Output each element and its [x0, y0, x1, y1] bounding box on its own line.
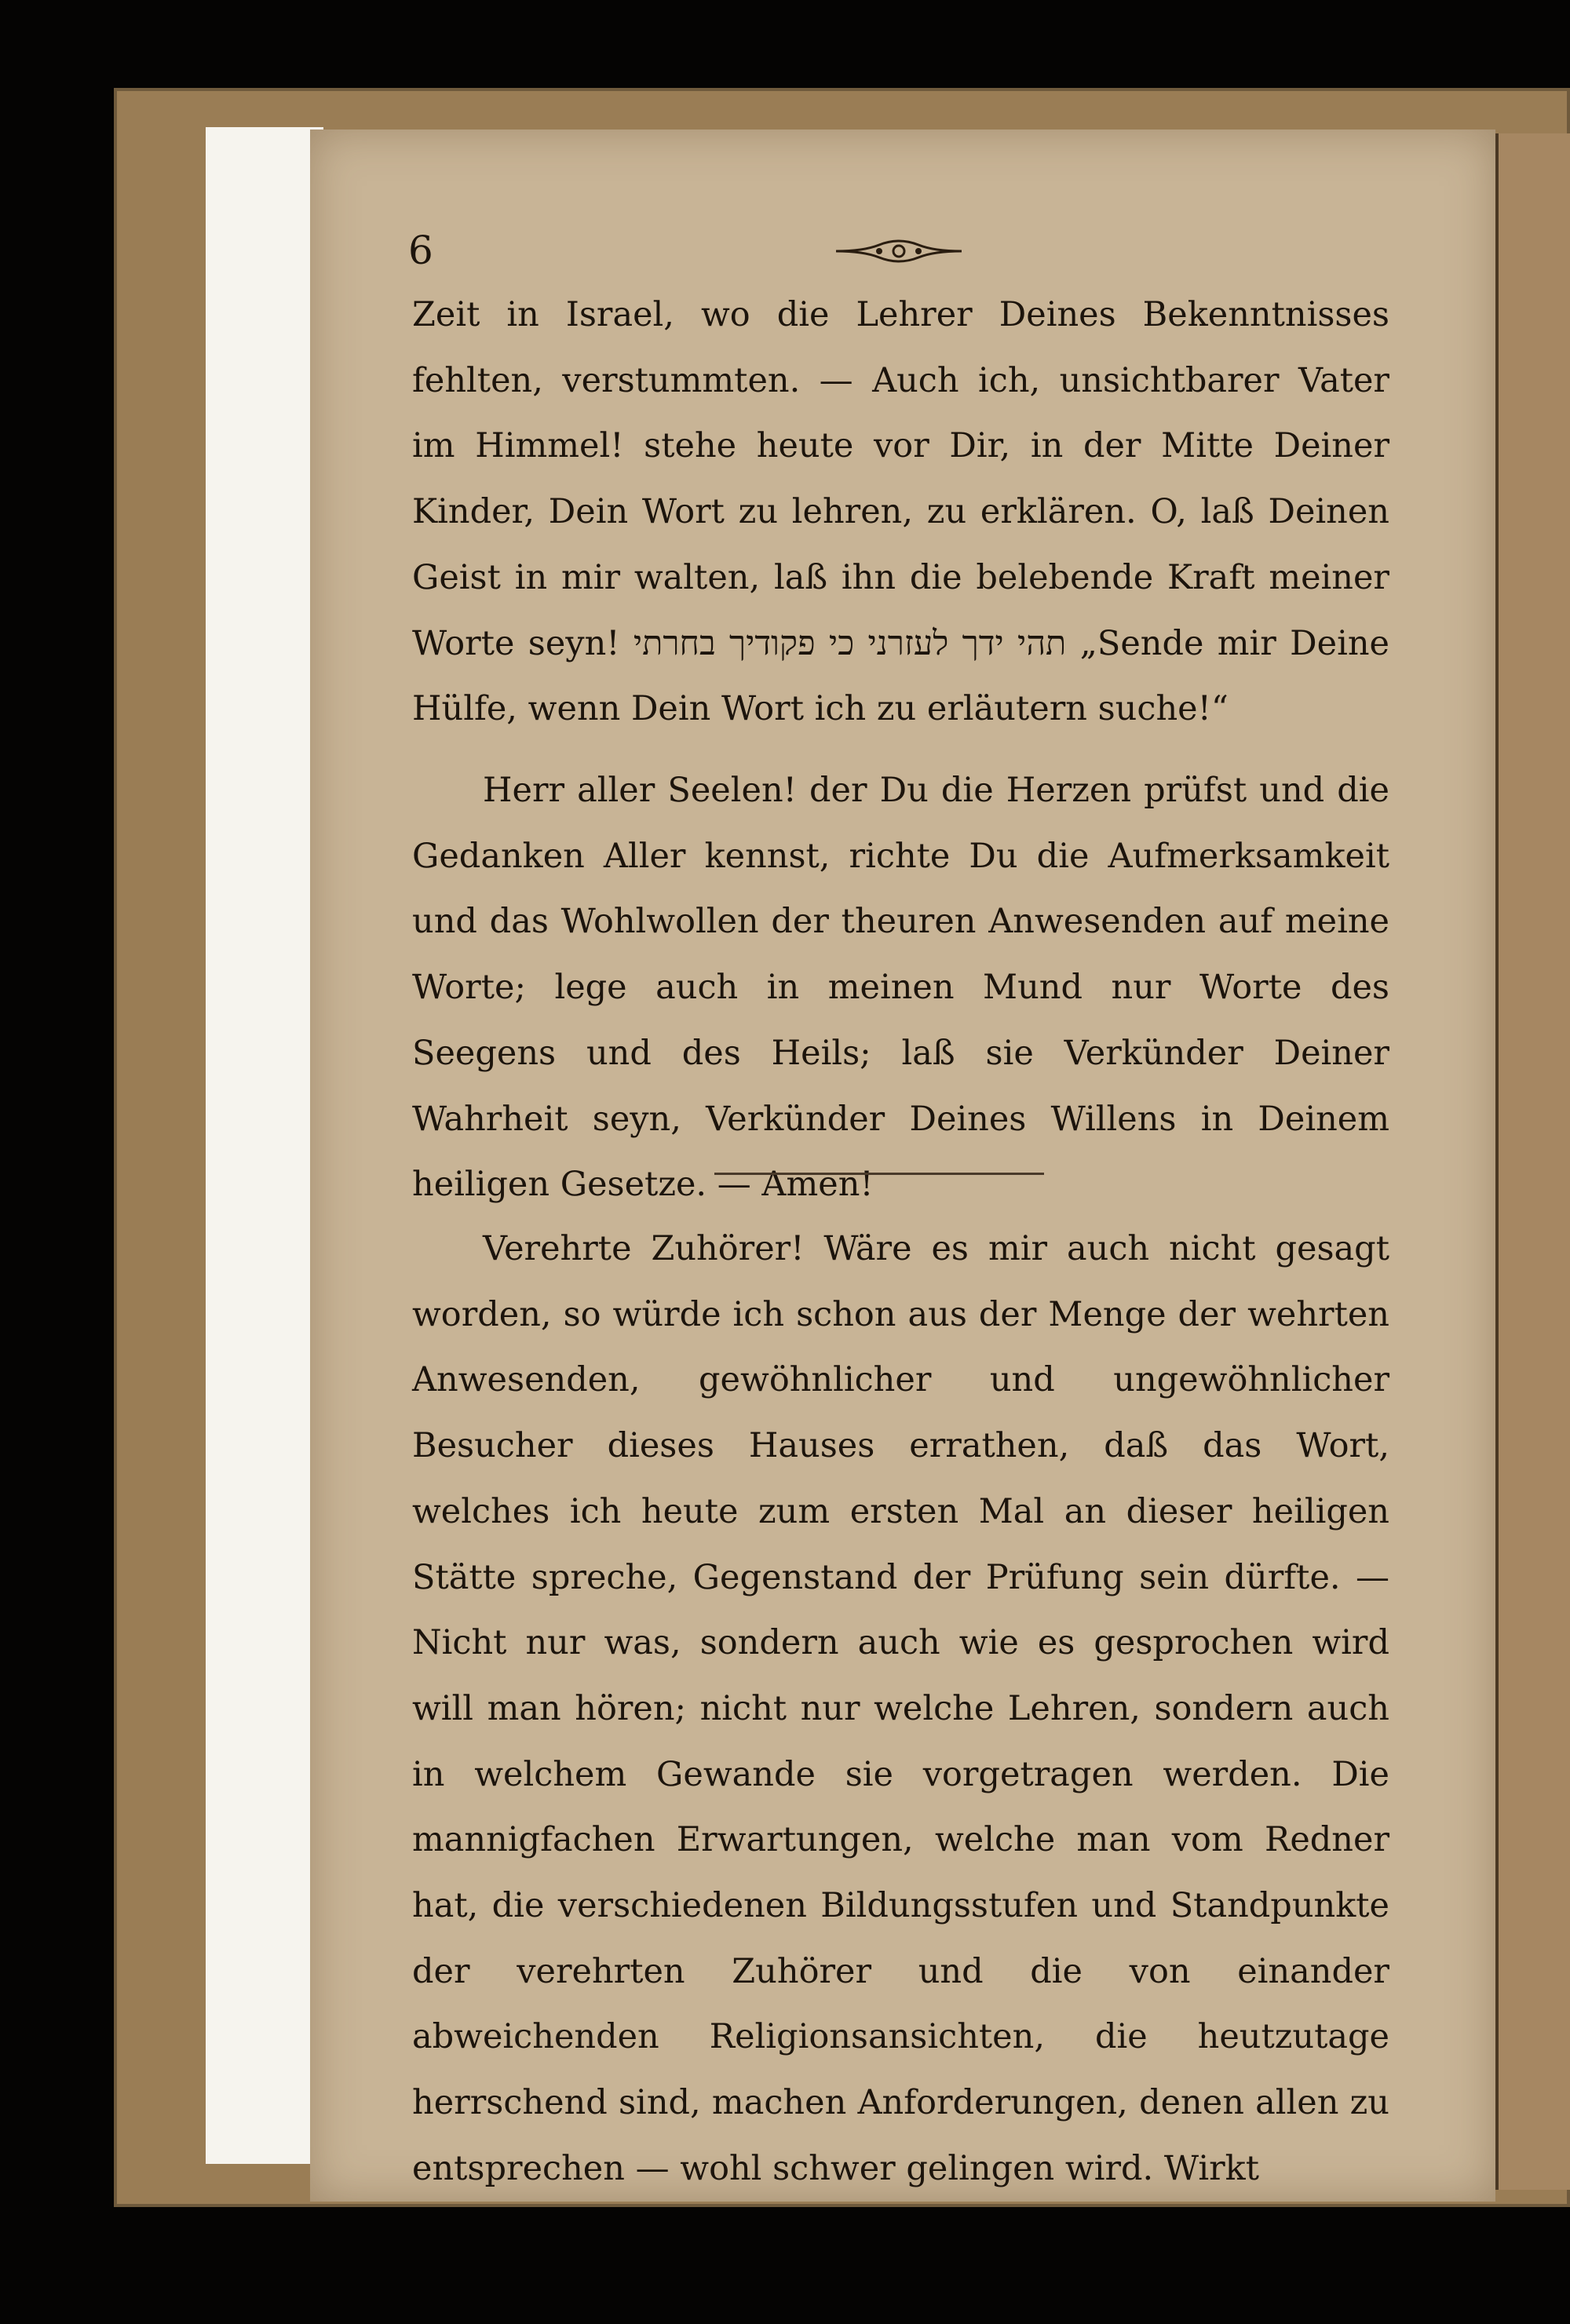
paragraph-address	[412, 1217, 1389, 2202]
paragraph-invocation	[412, 758, 1389, 1218]
facing-page-edge	[1495, 133, 1570, 2190]
blank-flyleaf	[206, 127, 323, 2164]
section-divider	[714, 1173, 1044, 1175]
paragraph-3-text: Verehrte Zuhörer! Wäre es mir auch nicht gesagt worden, so würde ich schon aus der Menge der wehrten Anwesenden, gewöhnlicher und ungewöhnlicher Besucher dieses Hauses errathen, daß das Wort, welches ich heute zum ersten Mal an dieser heiligen Stätte spreche, Gegenstand der Prüfung sein dürfte. — Nicht nur was, sondern auch wie es gesprochen wird will man hören; nicht nur welche Lehren, sondern auch in welchem Gewande sie vorgetragen werden. Die mannigfachen Erwartungen, welche man vom Redner hat, die verschiedenen Bildungsstufen und Standpunkte der verehrten Zuhörer und die von einander abweichenden Religionsansichten, die heutzutage herrschend sind, machen Anforderungen, denen allen zu entsprechen — wohl schwer gelingen wird. Wirkt	[412, 1229, 1389, 2188]
paragraph-2-text: Herr aller Seelen! der Du die Herzen prüfst und die Gedanken Aller kennst, richte Du die Aufmerksamkeit und das Wohlwollen der theuren Anwesenden auf meine Worte; lege auch in meinen Mund nur Worte des Seegens und des Heils; laß sie Verkünder Deiner Wahrheit seyn, Verkünder Deines Willens in Deinem heiligen Gesetze. — Amen!	[412, 771, 1389, 1205]
header-ornament-icon	[832, 235, 966, 267]
paragraph-1-text: Zeit in Israel, wo die Lehrer Deines Bekenntnisses fehlten, verstummten. — Auch ich, unsichtbarer Vater im Himmel! stehe heute vor Dir, in der Mitte Deiner Kinder, Dein Wort zu lehren, zu erklären. O, laß Deinen Geist in mir walten, laß ihn die belebende Kraft meiner Worte seyn! תהי ידך לעזרני כי פקודיך בחרתי „Sende mir Deine Hülfe, wenn Dein Wort ich zu erläutern suche!“	[412, 295, 1389, 729]
paragraph-prayer-intro	[412, 283, 1389, 742]
page-number: 6	[408, 228, 433, 273]
